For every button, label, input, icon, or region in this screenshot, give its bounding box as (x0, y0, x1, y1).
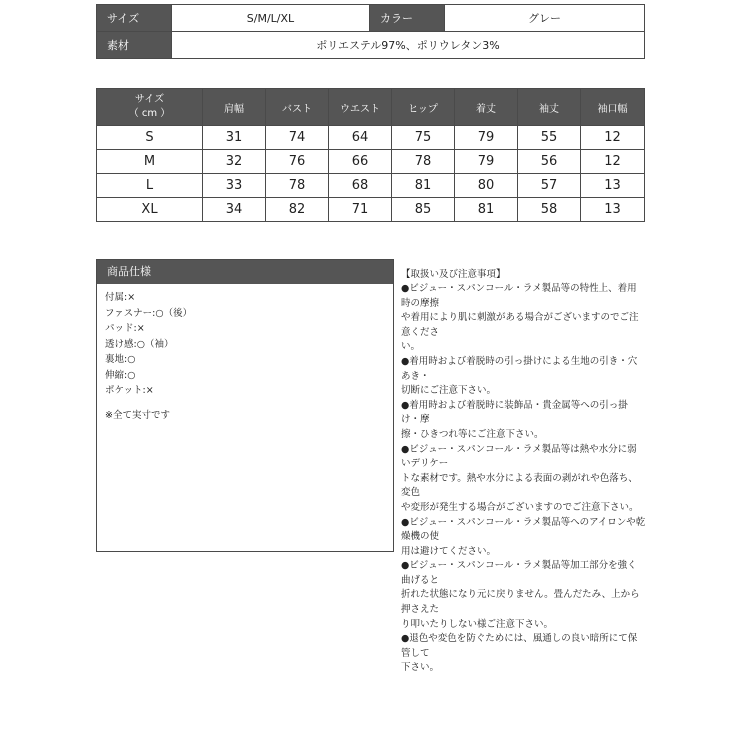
spec-item-sheerness: 透け感:○（袖） (105, 338, 174, 350)
table-cell: 31 (203, 126, 266, 150)
table-cell: 82 (266, 198, 329, 222)
size-header-line1: サイズ (134, 94, 165, 105)
table-cell: 32 (203, 150, 266, 174)
info-row-material (97, 32, 645, 59)
table-cell: 74 (266, 126, 329, 150)
size-value: S/M/L/XL (172, 5, 370, 32)
table-cell: 81 (392, 174, 455, 198)
care-notes (401, 268, 646, 676)
care-line: ●退色や変色を防ぐためには、風通しの良い暗所にて保管して (401, 633, 638, 659)
spec-item-pockets: ポケット:× (105, 385, 154, 396)
table-cell: 64 (329, 126, 392, 150)
table-cell: 71 (329, 198, 392, 222)
care-line: や着用により肌に刺激がある場合がございますのでご注意くださ (401, 312, 639, 338)
care-line: い。 (401, 341, 421, 353)
color-label: カラー (370, 5, 445, 32)
size-chart-table (96, 88, 645, 222)
care-line: ●着用時および着脱時の引っ掛けによる生地の引き・穴あき・ (401, 355, 638, 382)
column-header-hip: ヒップ (392, 89, 455, 126)
table-cell: 55 (518, 126, 581, 150)
care-line: や変形が発生する場合がございますのでご注意下さい。 (401, 501, 639, 513)
care-line: ●ビジュー・スパンコール・ラメ製品等の特性上、着用時の摩擦 (401, 283, 637, 309)
care-title: 【取扱い及び注意事項】 (401, 269, 506, 280)
table-cell: 78 (392, 150, 455, 174)
table-row (97, 126, 645, 150)
care-line: ●ビジュー・スパンコール・ラメ製品等へのアイロンや乾燥機の使 (401, 516, 646, 543)
table-cell: 85 (392, 198, 455, 222)
column-header-sleeve: 袖丈 (518, 89, 581, 126)
table-row (97, 150, 645, 174)
table-cell: 66 (329, 150, 392, 174)
table-cell: 13 (581, 174, 645, 198)
care-line: 下さい。 (401, 662, 440, 674)
care-line: 用は避けてください。 (401, 545, 497, 557)
table-cell: 56 (518, 150, 581, 174)
column-header-bust: バスト (266, 89, 329, 126)
material-label: 素材 (97, 32, 172, 59)
care-line: ●着用時および着脱時に装飾品・貴金属等への引っ掛け・摩 (401, 399, 628, 426)
table-cell: 33 (203, 174, 266, 198)
care-line: 擦・ひきつれ等にご注意下さい。 (401, 428, 544, 440)
spec-title: 商品仕様 (97, 260, 393, 284)
care-line: 切断にご注意下さい。 (401, 385, 497, 397)
material-value: ポリエステル97%、ポリウレタン3% (172, 32, 645, 59)
care-line: トな素材です。熱や水分による表面の剥がれや色落ち、変色 (401, 472, 638, 499)
product-info-table (96, 4, 645, 59)
size-cell: L (97, 174, 203, 198)
spec-note: ※全て実寸です (105, 409, 170, 421)
spec-item-accessories: 付属:× (105, 292, 136, 303)
table-cell: 34 (203, 198, 266, 222)
table-cell: 75 (392, 126, 455, 150)
size-label: サイズ (97, 5, 172, 32)
size-cell: XL (97, 198, 203, 222)
table-cell: 79 (455, 126, 518, 150)
spec-item-pads: パッド:× (105, 323, 145, 334)
table-cell: 57 (518, 174, 581, 198)
column-header-shoulder: 肩幅 (203, 89, 266, 126)
size-header-unit: （ cm ） (128, 108, 171, 119)
table-cell: 76 (266, 150, 329, 174)
table-cell: 78 (266, 174, 329, 198)
column-header-waist: ウエスト (329, 89, 392, 126)
size-cell: S (97, 126, 203, 150)
column-header-length: 着丈 (455, 89, 518, 126)
spec-list (97, 284, 393, 399)
table-cell: 12 (581, 126, 645, 150)
table-row (97, 174, 645, 198)
product-spec-panel (96, 259, 394, 552)
info-row-size-color (97, 5, 645, 32)
table-cell: 79 (455, 150, 518, 174)
care-line: り叩いたりしない様ご注意下さい。 (401, 618, 554, 630)
table-cell: 81 (455, 198, 518, 222)
table-cell: 80 (455, 174, 518, 198)
care-line: 折れた状態になり元に戻りません。畳んだたみ、上から押さえた (401, 589, 640, 616)
table-cell: 58 (518, 198, 581, 222)
care-text (401, 282, 646, 676)
size-chart-header-row (97, 89, 645, 126)
care-line: ●ビジュー・スパンコール・ラメ製品等加工部分を強く曲げると (401, 560, 637, 586)
table-cell: 13 (581, 198, 645, 222)
table-cell: 68 (329, 174, 392, 198)
size-column-header (97, 89, 203, 126)
table-cell: 12 (581, 150, 645, 174)
spec-item-stretch: 伸縮:○ (105, 369, 136, 381)
spec-item-zipper: ファスナー:○（後） (105, 307, 193, 319)
size-cell: M (97, 150, 203, 174)
table-row (97, 198, 645, 222)
color-value: グレー (445, 5, 645, 32)
care-line: ●ビジュー・スパンコール・ラメ製品等は熱や水分に弱いデリケー (401, 443, 637, 470)
column-header-cuff: 袖口幅 (581, 89, 645, 126)
spec-item-lining: 裏地:○ (105, 354, 136, 365)
